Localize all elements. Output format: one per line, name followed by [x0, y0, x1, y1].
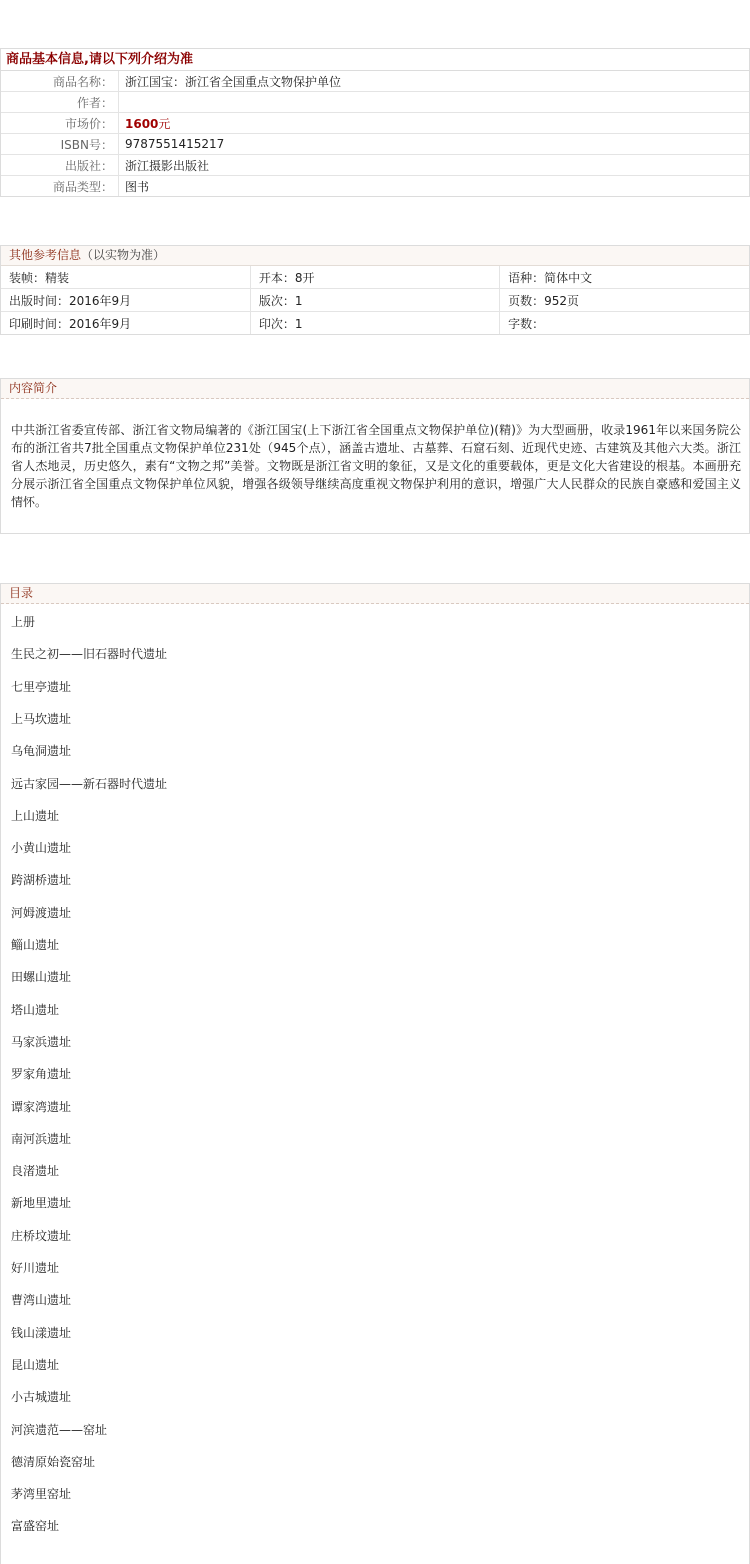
price-unit: 元	[158, 116, 171, 131]
toc-item: 田螺山遗址	[11, 970, 72, 985]
content-intro-section	[0, 378, 750, 534]
content-intro-title: 内容简介	[1, 379, 749, 399]
edition-cell: 版次：1	[250, 289, 499, 312]
toc-item: 钱山漾遗址	[11, 1325, 72, 1340]
toc-item: 庄桥坟遗址	[11, 1228, 72, 1243]
binding-cell: 装帧：精装	[9, 270, 70, 285]
publisher-label: 出版社：	[1, 155, 119, 176]
price-label: 市场价：	[1, 113, 119, 134]
toc-item: 谭家湾遗址	[11, 1099, 72, 1114]
author-value	[119, 92, 750, 113]
toc-item: 河姆渡遗址	[11, 905, 72, 920]
basic-info-table	[1, 71, 749, 196]
toc-item: 生民之初——旧石器时代遗址	[11, 647, 168, 662]
other-info-header	[1, 246, 749, 266]
product-name-label: 商品名称：	[1, 71, 119, 92]
toc-item: 乌龟洞遗址	[11, 744, 72, 759]
toc-item: 茅湾里窑址	[11, 1487, 72, 1502]
toc-item: 富盛窑址	[11, 1519, 60, 1534]
content-intro-text: 中共浙江省委宣传部、浙江省文物局编著的《浙江国宝(上下浙江省全国重点文物保护单位)(精)》为大型画册，收录1961年以来国务院公布的浙江省共7批全国重点文物保护单位231处（945个点），涵盖古遗址、古墓葬、石窟石刻、近现代史迹、古建筑及其他六大类。浙江省人杰地灵，历史悠久，素有“文物之邦”美誉。文物既是浙江省文明的象征，又是文化的重要载体，更是文化大省建设的根基。本画册充分展示浙江省全国重点文物保护单位风貌，增强各级领导继续高度重视文物保护利用的意识，增强广大人民群众的民族自豪感和爱国主义情怀。	[11, 423, 741, 509]
toc-item: 小古城遗址	[11, 1390, 72, 1405]
toc-item: 上册	[11, 615, 36, 629]
toc-item: 小黄山遗址	[11, 841, 72, 856]
other-info-table	[1, 266, 749, 334]
toc-item: 河滨遗范——窑址	[11, 1422, 108, 1437]
table-row	[1, 289, 749, 312]
toc-item: 罗家角遗址	[11, 1067, 72, 1082]
basic-info-section	[0, 48, 750, 197]
toc-title: 目录	[1, 584, 749, 604]
toc-item: 上马坎遗址	[11, 711, 72, 726]
basic-info-title: 商品基本信息,请以下列介绍为准	[1, 49, 749, 71]
table-row	[1, 92, 749, 113]
table-row	[1, 134, 749, 155]
toc-item: 德清原始瓷窑址	[11, 1454, 96, 1469]
other-info-title: 其他参考信息	[9, 248, 82, 262]
table-row	[1, 266, 749, 289]
toc-item: 跨湖桥遗址	[11, 873, 72, 888]
price-cell	[119, 113, 750, 134]
other-info-section	[0, 245, 750, 335]
product-type-value: 图书	[119, 176, 750, 197]
author-label: 作者：	[1, 92, 119, 113]
toc-item: 塔山遗址	[11, 1002, 60, 1017]
print-date-cell: 印刷时间：2016年9月	[1, 312, 250, 335]
table-row	[1, 113, 749, 134]
product-name-value: 浙江国宝：浙江省全国重点文物保护单位	[125, 74, 342, 89]
table-row	[1, 71, 749, 92]
toc-item: 曹湾山遗址	[11, 1293, 72, 1308]
toc-item: 良渚遗址	[11, 1164, 60, 1179]
pub-date-cell: 出版时间：2016年9月	[1, 289, 250, 312]
toc-section	[0, 583, 750, 1564]
toc-item: 好川遗址	[11, 1261, 60, 1275]
words-cell: 字数：	[500, 312, 749, 335]
toc-item: 南河浜遗址	[11, 1131, 72, 1146]
toc-item: 七里亭遗址	[11, 679, 72, 694]
toc-item: 上山遗址	[11, 808, 60, 823]
toc-item: 昆山遗址	[11, 1357, 60, 1372]
toc-item: 新地里遗址	[11, 1196, 72, 1211]
toc-item: 马家浜遗址	[11, 1034, 72, 1049]
isbn-label: ISBN号：	[1, 134, 119, 155]
printing-cell: 印次：1	[250, 312, 499, 335]
publisher-value: 浙江摄影出版社	[119, 155, 750, 176]
table-row	[1, 176, 749, 197]
pages-cell: 页数：952页	[500, 289, 749, 312]
language-cell: 语种：简体中文	[500, 266, 749, 289]
product-type-label: 商品类型：	[1, 176, 119, 197]
table-row	[1, 312, 749, 335]
table-row	[1, 155, 749, 176]
isbn-value: 9787551415217	[119, 134, 750, 155]
other-info-note: （以实物为准）	[81, 248, 166, 262]
toc-item: 远古家园——新石器时代遗址	[11, 776, 168, 791]
format-cell: 开本：8开	[250, 266, 499, 289]
price-value: 1600	[125, 116, 159, 131]
toc-item: 鲻山遗址	[11, 938, 60, 952]
